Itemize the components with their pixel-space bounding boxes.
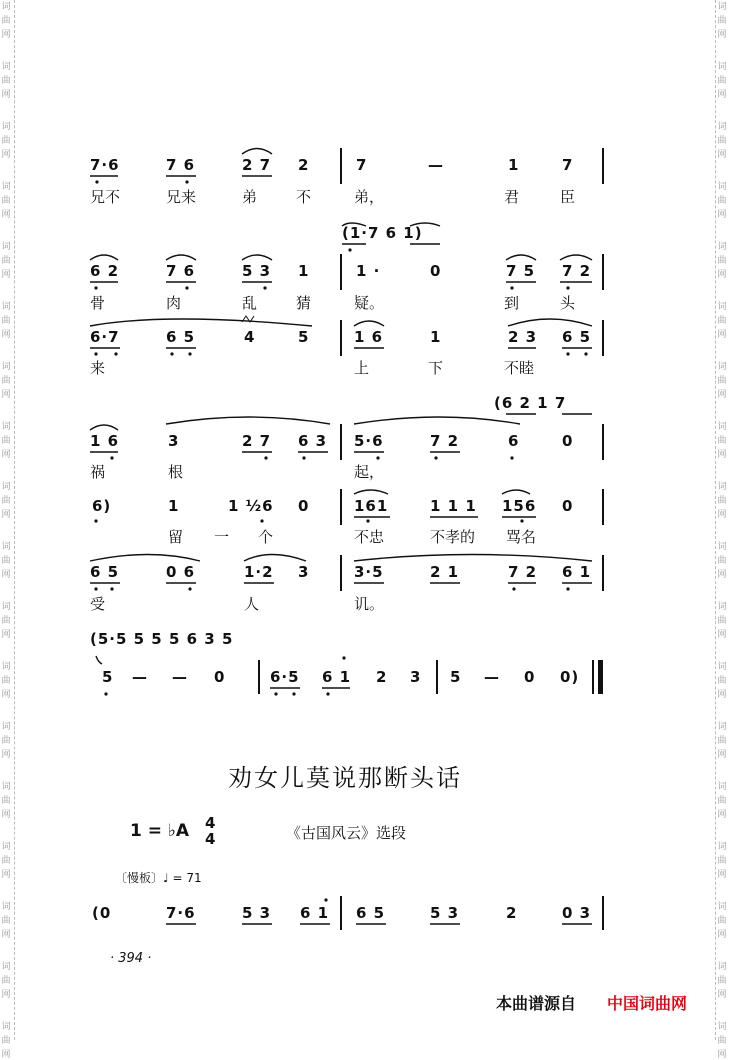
row2-note: 7 5 — [506, 262, 536, 280]
row1-lyric: 臣 — [560, 188, 576, 206]
watermark-char: 曲 — [717, 316, 727, 326]
watermark-char: 词 — [1, 122, 11, 132]
row3-lyric: 不睦 — [504, 359, 535, 377]
row1-note: — — [428, 156, 444, 174]
row2-note: 5 3 — [242, 262, 272, 280]
watermark-char: 曲 — [717, 1036, 727, 1046]
row1-lyric: 兄来 — [166, 188, 197, 206]
row3-note: 6 5 — [562, 328, 592, 346]
watermark-char: 曲 — [717, 376, 727, 386]
row2-parenthetical: (1·7 6 1) — [342, 224, 423, 242]
watermark-char: 曲 — [1, 376, 11, 386]
watermark-char: 网 — [717, 30, 727, 40]
watermark-char: 网 — [717, 390, 727, 400]
watermark-char: 曲 — [717, 436, 727, 446]
watermark-char: 词 — [1, 422, 11, 432]
row1-note: 1 — [508, 156, 520, 174]
page-number: · 394 · — [110, 951, 152, 966]
watermark-char: 词 — [717, 1022, 727, 1032]
watermark-char: 曲 — [1, 556, 11, 566]
watermark-char: 网 — [717, 150, 727, 160]
watermark-char: 词 — [1, 2, 11, 12]
row6-note: 2 1 — [430, 563, 460, 581]
row4-note: 7 2 — [430, 432, 460, 450]
watermark-char: 曲 — [1, 316, 11, 326]
tempo-marking: 〔慢板〕♩ = 71 — [115, 871, 202, 885]
intro-note: 7·6 — [166, 904, 196, 922]
watermark-char: 网 — [717, 90, 727, 100]
row1-lyric: 兄不 — [90, 188, 121, 206]
row6-note: 3·5 — [354, 563, 384, 581]
watermark-char: 词 — [717, 962, 727, 972]
watermark-char: 网 — [1, 930, 11, 940]
row7-note: 5 — [102, 668, 114, 686]
intro-note: 5 3 — [430, 904, 460, 922]
watermark-char: 曲 — [1, 196, 11, 206]
watermark-char: 网 — [1, 870, 11, 880]
footer-source-label: 本曲谱源自 — [496, 994, 577, 1013]
row4-note: 5·6 — [354, 432, 384, 450]
watermark-char: 词 — [1, 602, 11, 612]
watermark-char: 网 — [717, 630, 727, 640]
watermark-char: 词 — [717, 422, 727, 432]
watermark-char: 曲 — [717, 856, 727, 866]
row6-note: 1·2 — [244, 563, 274, 581]
watermark-char: 网 — [717, 510, 727, 520]
watermark-char: 词 — [717, 182, 727, 192]
row3-lyric: 下 — [428, 359, 444, 377]
row7-note: — — [172, 668, 188, 686]
row3-lyric: 上 — [354, 359, 370, 377]
row3-lyric: 来 — [90, 359, 106, 377]
watermark-char: 网 — [717, 450, 727, 460]
watermark-char: 曲 — [1, 136, 11, 146]
watermark-char: 网 — [717, 690, 727, 700]
watermark-char: 词 — [1, 302, 11, 312]
watermark-char: 词 — [1, 362, 11, 372]
watermark-char: 词 — [717, 782, 727, 792]
intro-note: 2 — [506, 904, 518, 922]
watermark-char: 网 — [1, 450, 11, 460]
row5-note: 156 — [502, 497, 537, 515]
row2-lyric: 肉 — [166, 294, 182, 312]
watermark-char: 网 — [1, 690, 11, 700]
watermark-char: 网 — [717, 330, 727, 340]
watermark-char: 曲 — [1, 16, 11, 26]
row2-note: 0 — [430, 262, 442, 280]
watermark-char: 网 — [717, 990, 727, 1000]
watermark-char: 词 — [1, 542, 11, 552]
meter-top: 4 — [205, 814, 216, 832]
row6-lyric: 讥。 — [354, 595, 385, 613]
row5-note: 0 — [562, 497, 574, 515]
row4-note: 0 — [562, 432, 574, 450]
row1-lyric: 弟 — [242, 188, 258, 206]
song-title: 劝女儿莫说那断头话 — [228, 764, 462, 792]
watermark-char: 网 — [717, 1050, 727, 1060]
row2-note: 7 6 — [166, 262, 196, 280]
row7-note: 6 1 — [322, 668, 352, 686]
row1-note: 2 7 — [242, 156, 272, 174]
row6-note: 7 2 — [508, 563, 538, 581]
intro-note: (0 — [92, 904, 112, 922]
row7-note: 5 — [450, 668, 462, 686]
row7-note: 0) — [560, 668, 580, 686]
meter-bottom: 4 — [205, 830, 216, 848]
watermark-char: 网 — [1, 330, 11, 340]
watermark-char: 词 — [1, 182, 11, 192]
watermark-char: 词 — [717, 902, 727, 912]
watermark-char: 曲 — [717, 256, 727, 266]
row3-note: 6 5 — [166, 328, 196, 346]
footer-site-name[interactable]: 中国词曲网 — [607, 994, 688, 1013]
row7-note: 0 — [524, 668, 536, 686]
watermark-char: 曲 — [1, 676, 11, 686]
watermark-char: 曲 — [1, 856, 11, 866]
intro-note: 5 3 — [242, 904, 272, 922]
watermark-char: 曲 — [1, 1036, 11, 1046]
watermark-char: 网 — [717, 570, 727, 580]
row6-note: 6 1 — [562, 563, 592, 581]
watermark-char: 词 — [717, 302, 727, 312]
watermark-char: 曲 — [1, 76, 11, 86]
row6-note: 0 6 — [166, 563, 196, 581]
watermark-char: 曲 — [1, 496, 11, 506]
watermark-char: 网 — [1, 210, 11, 220]
watermark-char: 网 — [1, 630, 11, 640]
row5-note: 0 — [298, 497, 310, 515]
row2-note: 7 2 — [562, 262, 592, 280]
watermark-char: 词 — [1, 782, 11, 792]
watermark-char: 词 — [1, 482, 11, 492]
row3-note: 6·7 — [90, 328, 120, 346]
watermark-char: 词 — [1, 242, 11, 252]
watermark-char: 曲 — [1, 436, 11, 446]
watermark-char: 词 — [717, 2, 727, 12]
intro-note: 0 3 — [562, 904, 592, 922]
row7-note: 0 — [214, 668, 226, 686]
watermark-char: 网 — [717, 750, 727, 760]
row4-note: 6 — [508, 432, 520, 450]
row6-note: 6 5 — [90, 563, 120, 581]
watermark-char: 网 — [1, 150, 11, 160]
watermark-char: 曲 — [717, 496, 727, 506]
watermark-char: 曲 — [1, 916, 11, 926]
watermark-char: 词 — [1, 902, 11, 912]
row2-lyric: 乱 — [242, 294, 258, 312]
row5-note: 1 ½6 — [228, 497, 274, 515]
watermark-char: 网 — [1, 1050, 11, 1060]
watermark-char: 词 — [717, 122, 727, 132]
watermark-char: 词 — [1, 842, 11, 852]
watermark-char: 词 — [1, 962, 11, 972]
row5-lyric: 个 — [258, 528, 274, 546]
row4-note: 1 6 — [90, 432, 120, 450]
row5-note: 6) — [92, 497, 112, 515]
row2-note: 1 · — [356, 262, 381, 280]
watermark-char: 词 — [717, 602, 727, 612]
watermark-char: 网 — [717, 930, 727, 940]
row1-lyric: 君 — [504, 188, 520, 206]
watermark-char: 曲 — [717, 16, 727, 26]
row4-lyric: 祸 — [90, 463, 106, 481]
row7-note: 6·5 — [270, 668, 300, 686]
row2-lyric: 疑。 — [354, 294, 385, 312]
row2-lyric: 头 — [560, 294, 576, 312]
row5-note: 161 — [354, 497, 389, 515]
watermark-char: 网 — [1, 990, 11, 1000]
watermark-char: 网 — [1, 810, 11, 820]
watermark-char: 词 — [717, 842, 727, 852]
watermark-char: 网 — [1, 570, 11, 580]
watermark-char: 网 — [1, 270, 11, 280]
watermark-char: 曲 — [717, 556, 727, 566]
watermark-char: 曲 — [717, 196, 727, 206]
row3-note: 4 — [244, 328, 256, 346]
watermark-char: 网 — [717, 270, 727, 280]
watermark-char: 词 — [1, 722, 11, 732]
watermark-char: 曲 — [717, 796, 727, 806]
watermark-char: 曲 — [717, 136, 727, 146]
watermark-char: 曲 — [717, 736, 727, 746]
watermark-char: 曲 — [717, 976, 727, 986]
watermark-char: 曲 — [1, 256, 11, 266]
row6-note: 3 — [298, 563, 310, 581]
watermark-char: 词 — [717, 722, 727, 732]
row5-lyric: 一 — [214, 528, 230, 546]
row2-lyric: 猜 — [296, 294, 312, 312]
watermark-char: 网 — [1, 750, 11, 760]
intro-note: 6 5 — [356, 904, 386, 922]
row4-parenthetical: (6 2 1 7 — [494, 394, 567, 412]
row5-lyric: 不孝的 — [430, 528, 476, 546]
row3-note: 5 — [298, 328, 310, 346]
watermark-char: 曲 — [717, 676, 727, 686]
row4-note: 2 7 — [242, 432, 272, 450]
row2-note: 6 2 — [90, 262, 120, 280]
watermark-char: 词 — [717, 362, 727, 372]
watermark-char: 词 — [1, 1022, 11, 1032]
row3-note: 1 6 — [354, 328, 384, 346]
row2-lyric: 到 — [504, 294, 520, 312]
watermark-char: 网 — [717, 810, 727, 820]
row6-lyric: 人 — [244, 595, 260, 613]
row5-note: 1 1 1 — [430, 497, 477, 515]
watermark-char: 网 — [1, 90, 11, 100]
watermark-char: 词 — [717, 242, 727, 252]
row1-lyric: 不 — [296, 188, 312, 206]
watermark-char: 曲 — [717, 616, 727, 626]
key-text: 1 = ♭A — [130, 821, 190, 841]
row7-note: 2 — [376, 668, 388, 686]
watermark-char: 网 — [717, 210, 727, 220]
row1-note: 2 — [298, 156, 310, 174]
watermark-char: 词 — [717, 662, 727, 672]
row5-lyric: 不忠 — [354, 528, 385, 546]
row5-lyric: 骂名 — [506, 528, 537, 546]
source-note: 《古国风云》选段 — [286, 824, 407, 842]
row1-note: 7·6 — [90, 156, 120, 174]
row3-note: 2 3 — [508, 328, 538, 346]
row5-lyric: 留 — [168, 528, 184, 546]
watermark-char: 词 — [717, 482, 727, 492]
row2-note: 1 — [298, 262, 310, 280]
watermark-char: 曲 — [717, 76, 727, 86]
row1-note: 7 6 — [166, 156, 196, 174]
row1-note: 7 — [356, 156, 368, 174]
watermark-char: 网 — [1, 510, 11, 520]
watermark-char: 词 — [1, 62, 11, 72]
row4-lyric: 起， — [354, 463, 385, 481]
watermark-char: 词 — [717, 542, 727, 552]
row7-note: — — [484, 668, 500, 686]
row2-lyric: 骨 — [90, 294, 106, 312]
row7-note: — — [132, 668, 148, 686]
watermark-char: 网 — [717, 870, 727, 880]
watermark-char: 曲 — [1, 976, 11, 986]
watermark-char: 词 — [717, 62, 727, 72]
watermark-char: 曲 — [1, 736, 11, 746]
row4-note: 6 3 — [298, 432, 328, 450]
intro-note: 6 1 — [300, 904, 330, 922]
row7-parenthetical: (5·5 5 5 5 6 3 5 — [90, 630, 234, 648]
watermark-char: 网 — [1, 390, 11, 400]
row1-note: 7 — [562, 156, 574, 174]
watermark-char: 网 — [1, 30, 11, 40]
watermark-char: 曲 — [1, 616, 11, 626]
row1-lyric: 弟， — [354, 188, 385, 206]
watermark-char: 曲 — [1, 796, 11, 806]
row7-note: 3 — [410, 668, 422, 686]
watermark-char: 词 — [1, 662, 11, 672]
row5-note: 1 — [168, 497, 180, 515]
watermark-char: 曲 — [717, 916, 727, 926]
row4-lyric: 根 — [168, 463, 184, 481]
row3-note: 1 — [430, 328, 442, 346]
row4-note: 3 — [168, 432, 180, 450]
row6-lyric: 受 — [90, 595, 106, 613]
